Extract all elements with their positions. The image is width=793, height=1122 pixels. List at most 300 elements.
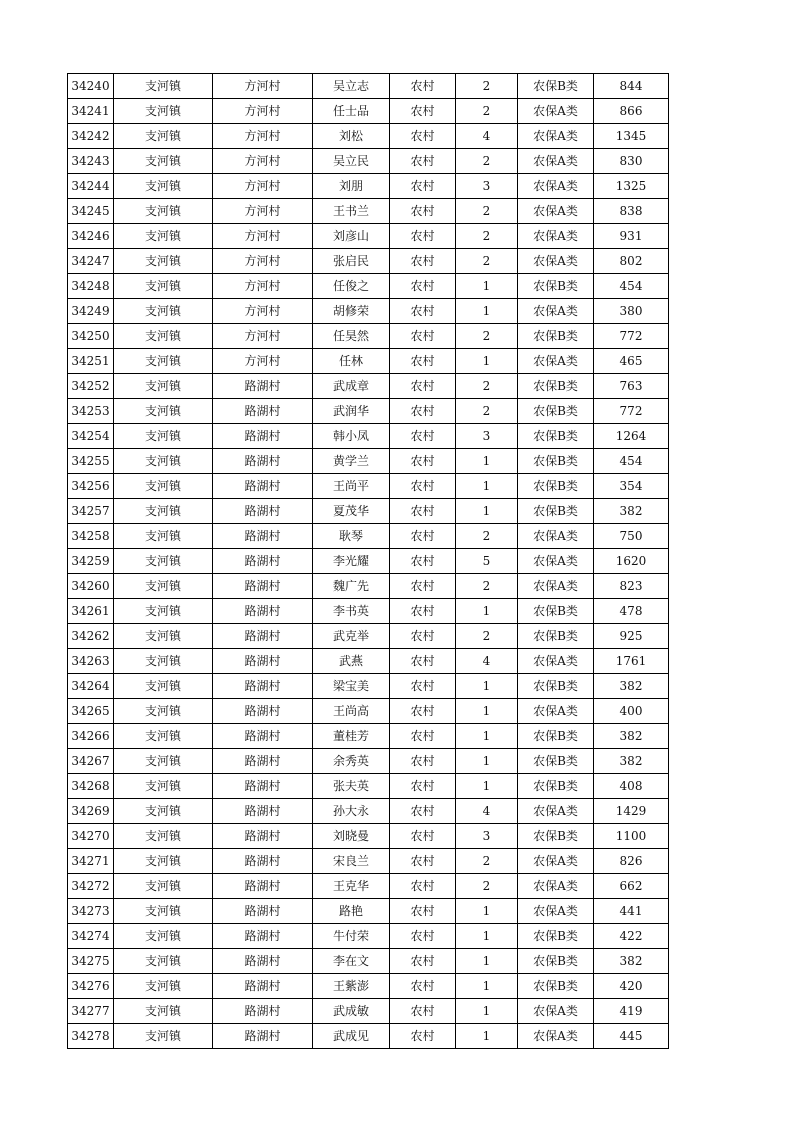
amount-cell: 1761 [594,649,669,674]
residence-type-cell: 农村 [390,249,456,274]
household-count-cell: 2 [456,224,518,249]
table-row [68,549,669,574]
insurance-category-cell: 农保B类 [518,274,594,299]
amount-cell: 400 [594,699,669,724]
household-count-cell: 2 [456,149,518,174]
residence-type-cell: 农村 [390,924,456,949]
table-row [68,349,669,374]
amount-cell: 844 [594,74,669,99]
residence-type-cell: 农村 [390,524,456,549]
record-id-cell: 34262 [68,624,114,649]
table-row [68,199,669,224]
town-cell: 支河镇 [114,274,213,299]
table-row [68,649,669,674]
person-name-cell: 武克举 [313,624,390,649]
residence-type-cell: 农村 [390,574,456,599]
town-cell: 支河镇 [114,174,213,199]
village-cell: 方河村 [213,249,313,274]
insurance-category-cell: 农保B类 [518,499,594,524]
insurance-category-cell: 农保A类 [518,899,594,924]
person-name-cell: 余秀英 [313,749,390,774]
amount-cell: 354 [594,474,669,499]
village-cell: 路湖村 [213,449,313,474]
amount-cell: 419 [594,999,669,1024]
record-id-cell: 34266 [68,724,114,749]
residence-type-cell: 农村 [390,274,456,299]
table-row [68,974,669,999]
town-cell: 支河镇 [114,799,213,824]
amount-cell: 380 [594,299,669,324]
person-name-cell: 刘松 [313,124,390,149]
insurance-category-cell: 农保A类 [518,849,594,874]
amount-cell: 838 [594,199,669,224]
table-row [68,274,669,299]
amount-cell: 823 [594,574,669,599]
insurance-category-cell: 农保B类 [518,774,594,799]
household-count-cell: 2 [456,249,518,274]
record-id-cell: 34273 [68,899,114,924]
village-cell: 路湖村 [213,849,313,874]
residence-type-cell: 农村 [390,974,456,999]
village-cell: 路湖村 [213,424,313,449]
person-name-cell: 梁宝美 [313,674,390,699]
town-cell: 支河镇 [114,324,213,349]
amount-cell: 382 [594,499,669,524]
household-count-cell: 2 [456,99,518,124]
insurance-category-cell: 农保B类 [518,424,594,449]
amount-cell: 1325 [594,174,669,199]
person-name-cell: 王书兰 [313,199,390,224]
village-cell: 路湖村 [213,949,313,974]
table-row [68,874,669,899]
village-cell: 路湖村 [213,999,313,1024]
record-id-cell: 34272 [68,874,114,899]
record-id-cell: 34243 [68,149,114,174]
household-count-cell: 1 [456,924,518,949]
amount-cell: 772 [594,324,669,349]
town-cell: 支河镇 [114,124,213,149]
amount-cell: 772 [594,399,669,424]
record-id-cell: 34240 [68,74,114,99]
residence-type-cell: 农村 [390,199,456,224]
village-cell: 路湖村 [213,799,313,824]
town-cell: 支河镇 [114,349,213,374]
person-name-cell: 王紫澎 [313,974,390,999]
amount-cell: 441 [594,899,669,924]
residence-type-cell: 农村 [390,624,456,649]
village-cell: 方河村 [213,224,313,249]
table-row [68,124,669,149]
person-name-cell: 耿琴 [313,524,390,549]
insurance-category-cell: 农保A类 [518,349,594,374]
town-cell: 支河镇 [114,549,213,574]
record-id-cell: 34268 [68,774,114,799]
table-row [68,324,669,349]
town-cell: 支河镇 [114,649,213,674]
beneficiary-table [67,73,669,1049]
town-cell: 支河镇 [114,724,213,749]
table-row [68,924,669,949]
insurance-category-cell: 农保B类 [518,674,594,699]
town-cell: 支河镇 [114,524,213,549]
town-cell: 支河镇 [114,674,213,699]
town-cell: 支河镇 [114,99,213,124]
residence-type-cell: 农村 [390,674,456,699]
person-name-cell: 刘晓曼 [313,824,390,849]
village-cell: 路湖村 [213,699,313,724]
insurance-category-cell: 农保B类 [518,74,594,99]
residence-type-cell: 农村 [390,949,456,974]
insurance-category-cell: 农保A类 [518,1024,594,1049]
residence-type-cell: 农村 [390,174,456,199]
town-cell: 支河镇 [114,199,213,224]
insurance-category-cell: 农保B类 [518,324,594,349]
village-cell: 路湖村 [213,524,313,549]
amount-cell: 1345 [594,124,669,149]
residence-type-cell: 农村 [390,549,456,574]
town-cell: 支河镇 [114,624,213,649]
amount-cell: 382 [594,724,669,749]
insurance-category-cell: 农保B类 [518,374,594,399]
household-count-cell: 1 [456,899,518,924]
insurance-category-cell: 农保A类 [518,149,594,174]
person-name-cell: 任士品 [313,99,390,124]
record-id-cell: 34257 [68,499,114,524]
residence-type-cell: 农村 [390,749,456,774]
village-cell: 路湖村 [213,874,313,899]
residence-type-cell: 农村 [390,349,456,374]
amount-cell: 826 [594,849,669,874]
village-cell: 路湖村 [213,474,313,499]
amount-cell: 1429 [594,799,669,824]
table-row [68,824,669,849]
household-count-cell: 5 [456,549,518,574]
village-cell: 方河村 [213,299,313,324]
town-cell: 支河镇 [114,249,213,274]
village-cell: 路湖村 [213,749,313,774]
insurance-category-cell: 农保B类 [518,724,594,749]
table-row [68,449,669,474]
town-cell: 支河镇 [114,824,213,849]
person-name-cell: 李在文 [313,949,390,974]
person-name-cell: 刘彦山 [313,224,390,249]
person-name-cell: 张启民 [313,249,390,274]
residence-type-cell: 农村 [390,774,456,799]
household-count-cell: 2 [456,849,518,874]
record-id-cell: 34250 [68,324,114,349]
town-cell: 支河镇 [114,849,213,874]
insurance-category-cell: 农保B类 [518,624,594,649]
amount-cell: 465 [594,349,669,374]
household-count-cell: 2 [456,624,518,649]
village-cell: 路湖村 [213,549,313,574]
table-row [68,899,669,924]
village-cell: 方河村 [213,124,313,149]
person-name-cell: 李书英 [313,599,390,624]
table-row [68,999,669,1024]
household-count-cell: 1 [456,674,518,699]
town-cell: 支河镇 [114,924,213,949]
residence-type-cell: 农村 [390,149,456,174]
record-id-cell: 34244 [68,174,114,199]
village-cell: 路湖村 [213,1024,313,1049]
amount-cell: 382 [594,949,669,974]
insurance-category-cell: 农保B类 [518,924,594,949]
amount-cell: 830 [594,149,669,174]
table-row [68,174,669,199]
record-id-cell: 34251 [68,349,114,374]
town-cell: 支河镇 [114,149,213,174]
record-id-cell: 34249 [68,299,114,324]
table-row [68,799,669,824]
person-name-cell: 任昊然 [313,324,390,349]
record-id-cell: 34260 [68,574,114,599]
household-count-cell: 4 [456,799,518,824]
table-row [68,774,669,799]
person-name-cell: 宋良兰 [313,849,390,874]
record-id-cell: 34271 [68,849,114,874]
table-row [68,599,669,624]
village-cell: 路湖村 [213,899,313,924]
town-cell: 支河镇 [114,949,213,974]
village-cell: 路湖村 [213,674,313,699]
amount-cell: 802 [594,249,669,274]
person-name-cell: 武成敏 [313,999,390,1024]
table-row [68,699,669,724]
residence-type-cell: 农村 [390,799,456,824]
person-name-cell: 董桂芳 [313,724,390,749]
record-id-cell: 34258 [68,524,114,549]
person-name-cell: 胡修荣 [313,299,390,324]
person-name-cell: 王尚高 [313,699,390,724]
record-id-cell: 34256 [68,474,114,499]
residence-type-cell: 农村 [390,724,456,749]
residence-type-cell: 农村 [390,999,456,1024]
household-count-cell: 4 [456,649,518,674]
record-id-cell: 34252 [68,374,114,399]
village-cell: 路湖村 [213,824,313,849]
household-count-cell: 1 [456,449,518,474]
person-name-cell: 武燕 [313,649,390,674]
record-id-cell: 34278 [68,1024,114,1049]
residence-type-cell: 农村 [390,124,456,149]
town-cell: 支河镇 [114,474,213,499]
person-name-cell: 王克华 [313,874,390,899]
insurance-category-cell: 农保B类 [518,749,594,774]
insurance-category-cell: 农保A类 [518,524,594,549]
record-id-cell: 34259 [68,549,114,574]
person-name-cell: 魏广先 [313,574,390,599]
town-cell: 支河镇 [114,399,213,424]
household-count-cell: 2 [456,399,518,424]
insurance-category-cell: 农保A类 [518,549,594,574]
residence-type-cell: 农村 [390,374,456,399]
amount-cell: 408 [594,774,669,799]
table-row [68,574,669,599]
table-row [68,374,669,399]
insurance-category-cell: 农保A类 [518,699,594,724]
table-row [68,949,669,974]
record-id-cell: 34275 [68,949,114,974]
table-row [68,74,669,99]
residence-type-cell: 农村 [390,874,456,899]
village-cell: 路湖村 [213,374,313,399]
town-cell: 支河镇 [114,299,213,324]
town-cell: 支河镇 [114,499,213,524]
table-row [68,424,669,449]
town-cell: 支河镇 [114,1024,213,1049]
amount-cell: 478 [594,599,669,624]
village-cell: 路湖村 [213,774,313,799]
village-cell: 方河村 [213,99,313,124]
table-row [68,624,669,649]
record-id-cell: 34277 [68,999,114,1024]
village-cell: 方河村 [213,74,313,99]
residence-type-cell: 农村 [390,399,456,424]
residence-type-cell: 农村 [390,449,456,474]
residence-type-cell: 农村 [390,424,456,449]
insurance-category-cell: 农保B类 [518,824,594,849]
town-cell: 支河镇 [114,749,213,774]
residence-type-cell: 农村 [390,74,456,99]
household-count-cell: 2 [456,199,518,224]
insurance-category-cell: 农保A类 [518,99,594,124]
insurance-category-cell: 农保A类 [518,199,594,224]
residence-type-cell: 农村 [390,599,456,624]
record-id-cell: 34255 [68,449,114,474]
amount-cell: 763 [594,374,669,399]
record-id-cell: 34246 [68,224,114,249]
record-id-cell: 34274 [68,924,114,949]
village-cell: 路湖村 [213,649,313,674]
insurance-category-cell: 农保B类 [518,949,594,974]
person-name-cell: 夏茂华 [313,499,390,524]
amount-cell: 662 [594,874,669,899]
table-row [68,224,669,249]
residence-type-cell: 农村 [390,649,456,674]
insurance-category-cell: 农保B类 [518,449,594,474]
record-id-cell: 34269 [68,799,114,824]
table-row [68,1024,669,1049]
amount-cell: 420 [594,974,669,999]
amount-cell: 422 [594,924,669,949]
insurance-category-cell: 农保A类 [518,224,594,249]
table-row [68,674,669,699]
record-id-cell: 34265 [68,699,114,724]
household-count-cell: 1 [456,949,518,974]
village-cell: 路湖村 [213,724,313,749]
village-cell: 路湖村 [213,974,313,999]
amount-cell: 1620 [594,549,669,574]
town-cell: 支河镇 [114,999,213,1024]
household-count-cell: 4 [456,124,518,149]
town-cell: 支河镇 [114,774,213,799]
household-count-cell: 1 [456,774,518,799]
residence-type-cell: 农村 [390,824,456,849]
residence-type-cell: 农村 [390,299,456,324]
household-count-cell: 2 [456,524,518,549]
insurance-category-cell: 农保A类 [518,124,594,149]
household-count-cell: 3 [456,824,518,849]
household-count-cell: 1 [456,474,518,499]
insurance-category-cell: 农保B类 [518,399,594,424]
person-name-cell: 黄学兰 [313,449,390,474]
village-cell: 方河村 [213,199,313,224]
table-row [68,149,669,174]
household-count-cell: 2 [456,324,518,349]
person-name-cell: 吴立志 [313,74,390,99]
record-id-cell: 34261 [68,599,114,624]
record-id-cell: 34241 [68,99,114,124]
amount-cell: 866 [594,99,669,124]
residence-type-cell: 农村 [390,499,456,524]
insurance-category-cell: 农保A类 [518,174,594,199]
person-name-cell: 任林 [313,349,390,374]
household-count-cell: 3 [456,424,518,449]
village-cell: 路湖村 [213,624,313,649]
record-id-cell: 34248 [68,274,114,299]
town-cell: 支河镇 [114,449,213,474]
town-cell: 支河镇 [114,374,213,399]
household-count-cell: 3 [456,174,518,199]
person-name-cell: 刘朋 [313,174,390,199]
town-cell: 支河镇 [114,899,213,924]
insurance-category-cell: 农保A类 [518,874,594,899]
household-count-cell: 2 [456,74,518,99]
amount-cell: 931 [594,224,669,249]
table-row [68,99,669,124]
person-name-cell: 王尚平 [313,474,390,499]
table-row [68,474,669,499]
table-row [68,299,669,324]
person-name-cell: 武润华 [313,399,390,424]
insurance-category-cell: 农保B类 [518,474,594,499]
insurance-category-cell: 农保A类 [518,574,594,599]
amount-cell: 750 [594,524,669,549]
residence-type-cell: 农村 [390,1024,456,1049]
record-id-cell: 34253 [68,399,114,424]
town-cell: 支河镇 [114,974,213,999]
record-id-cell: 34254 [68,424,114,449]
residence-type-cell: 农村 [390,224,456,249]
table-row [68,749,669,774]
amount-cell: 382 [594,674,669,699]
village-cell: 方河村 [213,174,313,199]
person-name-cell: 武成章 [313,374,390,399]
person-name-cell: 任俊之 [313,274,390,299]
record-id-cell: 34263 [68,649,114,674]
table-body [68,74,669,1049]
person-name-cell: 吴立民 [313,149,390,174]
table-row [68,249,669,274]
record-id-cell: 34276 [68,974,114,999]
record-id-cell: 34267 [68,749,114,774]
household-count-cell: 1 [456,724,518,749]
household-count-cell: 2 [456,874,518,899]
village-cell: 路湖村 [213,574,313,599]
amount-cell: 382 [594,749,669,774]
household-count-cell: 1 [456,999,518,1024]
household-count-cell: 2 [456,374,518,399]
village-cell: 路湖村 [213,924,313,949]
town-cell: 支河镇 [114,424,213,449]
village-cell: 路湖村 [213,399,313,424]
town-cell: 支河镇 [114,224,213,249]
amount-cell: 1264 [594,424,669,449]
residence-type-cell: 农村 [390,899,456,924]
household-count-cell: 1 [456,274,518,299]
household-count-cell: 1 [456,349,518,374]
